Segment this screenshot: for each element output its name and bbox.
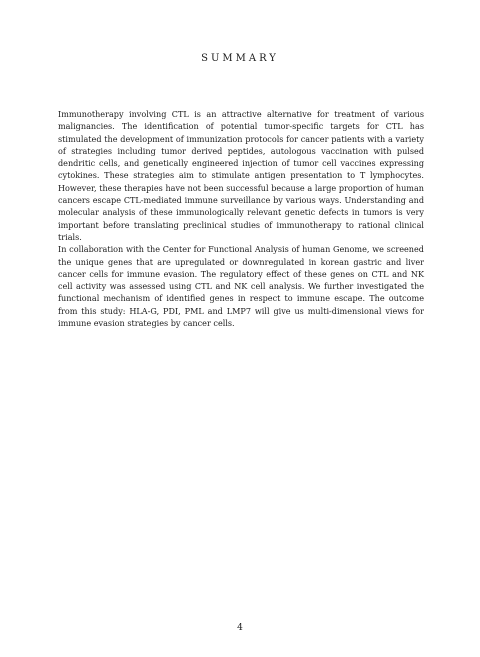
page-title: SUMMARY xyxy=(201,53,279,64)
page-number: 4 xyxy=(237,623,243,633)
summary-body xyxy=(58,108,424,329)
summary-paragraph-1: Immunotherapy involving CTL is an attractive alternative for treatment of various malignancies. The identification of potential tumor-specific targets for CTL has stimulated the development of immunization protocols for cancer patients with a variety of strategies including tumor derived peptides, autologous vaccination with pulsed dendritic cells, and genetically engineered injection of tumor cell vaccines expressing cytokines. These strategies aim to stimulate antigen presentation to T lymphocytes. However, these therapies have not been successful because a large proportion of human cancers escape CTL-mediated immune surveillance by various ways. Understanding and molecular analysis of these immunologically relevant genetic defects in tumors is very important before translating preclinical studies of immunotherapy to rational clinical trials. xyxy=(58,109,424,242)
summary-paragraph-2: In collaboration with the Center for Functional Analysis of human Genome, we screened the unique genes that are upregulated or downregulated in korean gastric and liver cancer cells for immune evasion. The regulatory effect of these genes on CTL and NK cell activity was assessed using CTL and NK cell analysis. We further investigated the functional mechanism of identified genes in respect to immune escape. The outcome from this study: HLA-G, PDI, PML and LMP7 will give us multi-dimensional views for immune evasion strategies by cancer cells. xyxy=(58,244,424,329)
